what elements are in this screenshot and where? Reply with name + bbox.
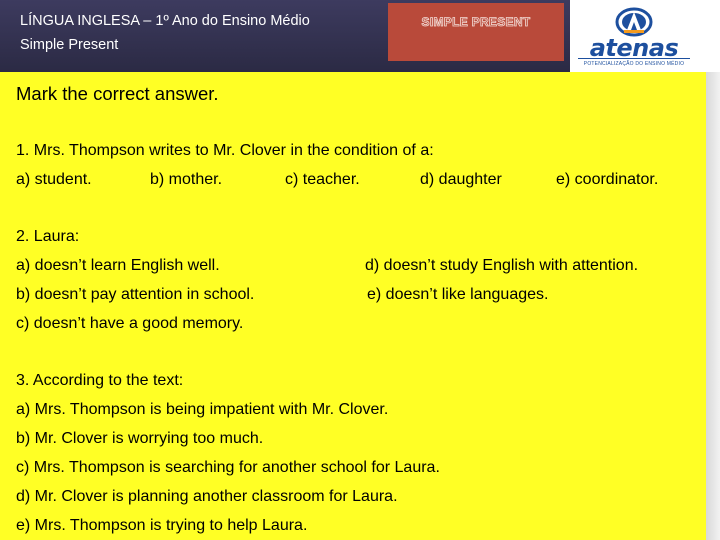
q2-option-a: a) doesn’t learn English well. (16, 257, 220, 274)
topic-label: SIMPLE PRESENT (421, 15, 531, 29)
title-bar (0, 0, 570, 72)
topic-badge (388, 3, 564, 61)
q2-option-e: e) doesn’t like languages. (367, 286, 549, 303)
q1-option-d: d) daughter (420, 171, 502, 188)
q3-option-d: d) Mr. Clover is planning another classroom for Laura. (16, 488, 398, 505)
q1-option-c: c) teacher. (285, 171, 360, 188)
logo-wordmark: atenas (589, 34, 679, 62)
q3-option-c: c) Mrs. Thompson is searching for another school for Laura. (16, 459, 440, 476)
q3-option-b: b) Mr. Clover is worrying too much. (16, 430, 264, 447)
q3-option-e: e) Mrs. Thompson is trying to help Laura. (16, 517, 308, 534)
course-title: LÍNGUA INGLESA – 1º Ano do Ensino Médio (20, 13, 310, 29)
q2-option-d: d) doesn’t study English with attention. (365, 257, 639, 274)
question-1: 1. Mrs. Thompson writes to Mr. Clover in the condition of a: (16, 142, 434, 159)
logo-slogan: POTENCIALIZAÇÃO DO ENSINO MÉDIO (583, 61, 685, 67)
lesson-subtitle: Simple Present (20, 37, 119, 53)
exercise-heading: Mark the correct answer. (16, 83, 219, 104)
q2-option-c: c) doesn’t have a good memory. (16, 315, 244, 332)
q3-option-a: a) Mrs. Thompson is being impatient with Mr. Clover. (16, 401, 389, 418)
question-3: 3. According to the text: (16, 372, 184, 389)
q1-option-b: b) mother. (150, 171, 223, 188)
q2-option-b: b) doesn’t pay attention in school. (16, 286, 255, 303)
q1-option-a: a) student. (16, 171, 92, 188)
q1-option-e: e) coordinator. (556, 171, 659, 188)
atenas-logo (570, 0, 698, 72)
slide-header (0, 0, 720, 72)
page-edge (706, 72, 720, 540)
question-2: 2. Laura: (16, 228, 80, 245)
